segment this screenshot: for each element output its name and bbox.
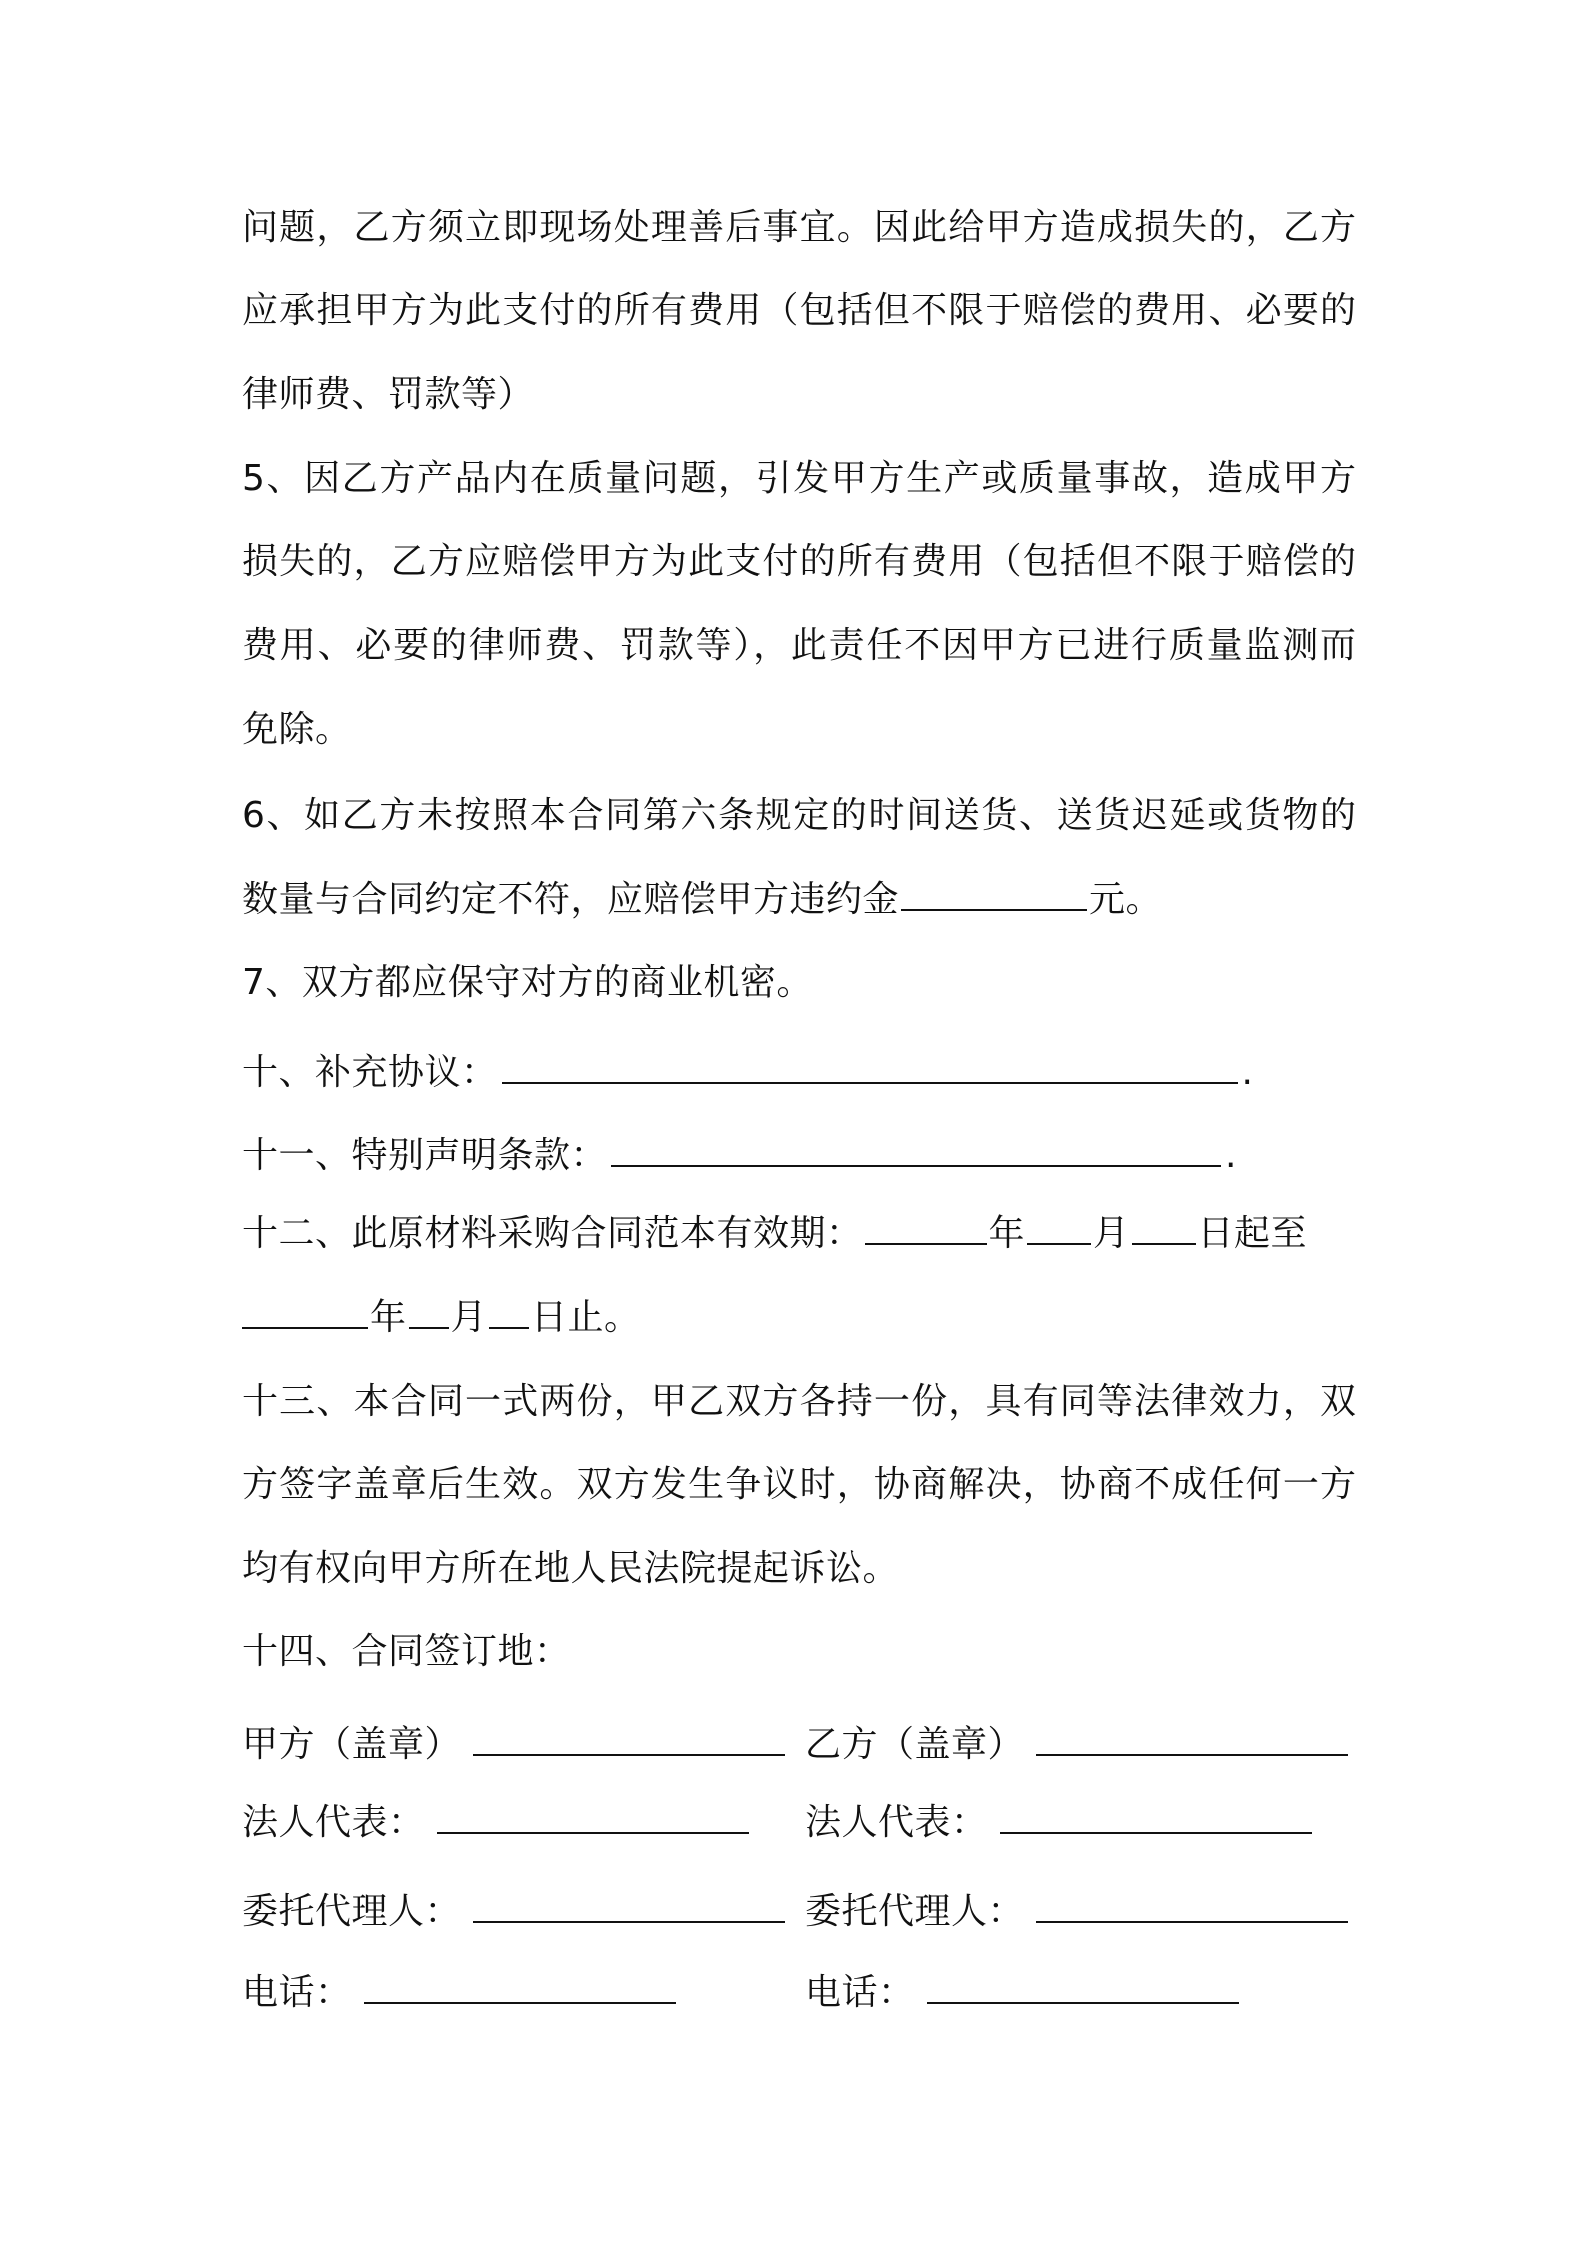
clause-6-text: 数量与合同约定不符，应赔偿甲方违约金 (242, 879, 900, 920)
party-b-phone (805, 1971, 1243, 2015)
month-label: 月 (1093, 1213, 1130, 1254)
party-a-seal-blank[interactable] (473, 1724, 785, 1756)
section-11 (242, 1134, 1356, 1178)
party-b-agent-label: 委托代理人： (805, 1891, 1025, 1932)
section-10-label: 十、补充协议： (242, 1052, 498, 1093)
party-b-rep (805, 1801, 1316, 1845)
end-year-blank[interactable] (242, 1297, 368, 1329)
clause-6-line (242, 878, 1356, 922)
party-b-seal-blank[interactable] (1036, 1724, 1348, 1756)
section-12 (242, 1212, 1356, 1256)
day-label: 日止。 (531, 1297, 641, 1338)
section-11-label: 十一、特别声明条款： (242, 1135, 608, 1176)
clause-5-line: 5、因乙方产品内在质量问题，引发甲方生产或质量事故，造成甲方 (242, 458, 1356, 499)
section-13-line: 方签字盖章后生效。双方发生争议时，协商解决，协商不成任何一方 (242, 1464, 1356, 1505)
clause-7: 7、双方都应保守对方的商业机密。 (242, 962, 813, 1003)
party-a-phone (242, 1971, 680, 2015)
party-b-phone-label: 电话： (805, 1972, 915, 2013)
clause-5-line: 费用、必要的律师费、罚款等），此责任不因甲方已进行质量监测而 (242, 625, 1356, 666)
period: . (1225, 1135, 1237, 1176)
section-14: 十四、合同签订地： (242, 1631, 571, 1672)
section-12-label: 十二、此原材料采购合同范本有效期： (242, 1213, 863, 1254)
supplement-blank[interactable] (502, 1052, 1238, 1084)
start-day-blank[interactable] (1132, 1213, 1196, 1245)
party-a-seal-label: 甲方（盖章） (242, 1724, 462, 1765)
section-13-line: 十三、本合同一式两份，甲乙双方各持一份，具有同等法律效力，双 (242, 1381, 1356, 1422)
party-b-rep-blank[interactable] (1000, 1802, 1312, 1834)
party-a-phone-blank[interactable] (364, 1972, 676, 2004)
special-terms-blank[interactable] (611, 1135, 1221, 1167)
month-label: 月 (450, 1297, 488, 1338)
party-a-agent-blank[interactable] (473, 1891, 785, 1923)
paragraph-line: 律师费、罚款等） (242, 374, 535, 415)
party-b-agent (805, 1890, 1352, 1934)
currency-unit: 元。 (1089, 879, 1163, 920)
period: . (1241, 1052, 1254, 1093)
start-year-blank[interactable] (865, 1213, 987, 1245)
section-12-cont (242, 1296, 1356, 1340)
party-b-seal (805, 1723, 1352, 1767)
party-a-seal (242, 1723, 789, 1767)
paragraph-line: 问题，乙方须立即现场处理善后事宜。因此给甲方造成损失的，乙方 (242, 207, 1356, 248)
party-b-rep-label: 法人代表： (805, 1802, 988, 1843)
party-a-agent (242, 1890, 789, 1934)
section-10 (242, 1051, 1356, 1095)
day-label: 日起至 (1197, 1213, 1308, 1254)
section-13-line: 均有权向甲方所在地人民法院提起诉讼。 (242, 1548, 900, 1589)
clause-5-line: 损失的，乙方应赔偿甲方为此支付的所有费用（包括但不限于赔偿的 (242, 541, 1356, 582)
penalty-amount-blank[interactable] (901, 879, 1087, 911)
party-a-rep-blank[interactable] (437, 1802, 749, 1834)
party-b-agent-blank[interactable] (1036, 1891, 1348, 1923)
clause-5-line: 免除。 (242, 709, 352, 750)
end-month-blank[interactable] (409, 1297, 449, 1329)
year-label: 年 (988, 1213, 1026, 1254)
party-a-rep-label: 法人代表： (242, 1802, 425, 1843)
party-a-agent-label: 委托代理人： (242, 1891, 462, 1932)
paragraph-line: 应承担甲方为此支付的所有费用（包括但不限于赔偿的费用、必要的 (242, 290, 1356, 331)
party-b-seal-label: 乙方（盖章） (805, 1724, 1025, 1765)
party-a-phone-label: 电话： (242, 1972, 352, 2013)
clause-6-line: 6、如乙方未按照本合同第六条规定的时间送货、送货迟延或货物的 (242, 795, 1356, 836)
start-month-blank[interactable] (1027, 1213, 1091, 1245)
end-day-blank[interactable] (489, 1297, 529, 1329)
year-label: 年 (370, 1297, 407, 1338)
party-b-phone-blank[interactable] (927, 1972, 1239, 2004)
party-a-rep (242, 1801, 753, 1845)
